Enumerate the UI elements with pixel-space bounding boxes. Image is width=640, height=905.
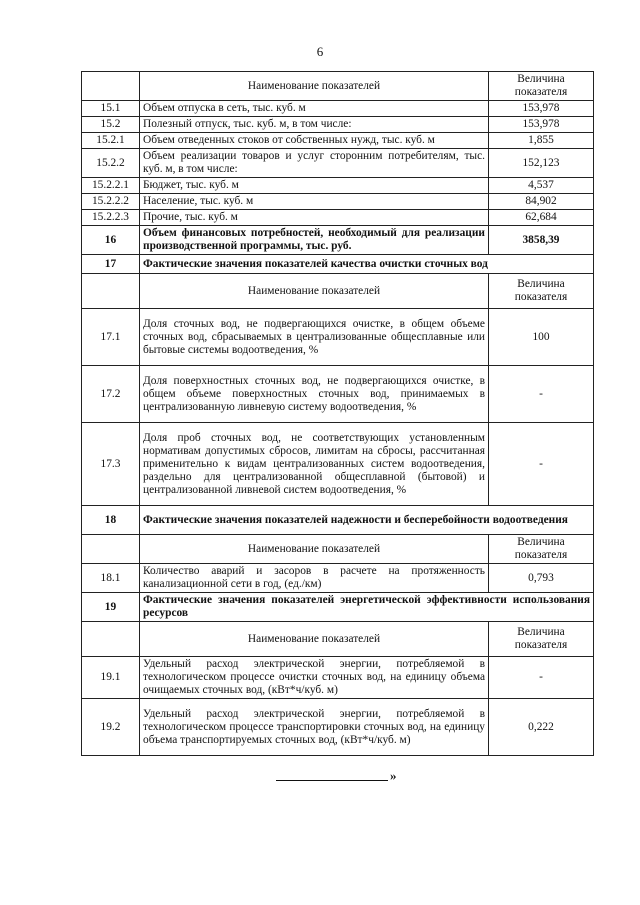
closing-quote: » [390,768,397,783]
row-text: Удельный расход электрической энергии, потребляемой в технологическом процессе очистки сточных вод, на единицу объема очищаемых сточных вод, (кВт*ч/куб. м) [140,657,489,699]
table-header-row [82,622,594,657]
header-empty-cell [82,72,140,101]
row-text: Объем отпуска в сеть, тыс. куб. м [140,101,489,117]
section-title: Фактические значения показателей энергетической эффективности использования ресурсов [140,593,594,622]
section-row [82,506,594,535]
row-text: Объем отведенных стоков от собственных нужд, тыс. куб. м [140,133,489,149]
table-row [82,564,594,593]
row-text: Количество аварий и засоров в расчете на протяженность канализационной сети в год, (ед./км) [140,564,489,593]
row-number: 17.3 [82,423,140,506]
table-row [82,226,594,255]
row-number: 19.1 [82,657,140,699]
table-row [82,657,594,699]
header-name-cell: Наименование показателей [140,274,489,309]
table-row [82,194,594,210]
row-value: 153,978 [489,117,594,133]
row-value: 4,537 [489,178,594,194]
section-row [82,255,594,274]
row-text: Доля сточных вод, не подвергающихся очистке, в общем объеме сточных вод, сбрасываемых в централизованные общесплавные или бытовые системы водоотведения, % [140,309,489,366]
section-title: Фактические значения показателей надежности и бесперебойности водоотведения [140,506,594,535]
row-number: 17.1 [82,309,140,366]
section-title: Фактические значения показателей качества очистки сточных вод [140,255,594,274]
section-number: 17 [82,255,140,274]
indicators-table [81,71,594,756]
row-value: - [489,366,594,423]
row-value: 62,684 [489,210,594,226]
row-text: Население, тыс. куб. м [140,194,489,210]
table-row [82,117,594,133]
row-text: Полезный отпуск, тыс. куб. м, в том числе: [140,117,489,133]
table-header-row [82,274,594,309]
header-value-cell: Величина показателя [489,535,594,564]
table-row [82,309,594,366]
header-empty-cell [82,535,140,564]
row-text: Удельный расход электрической энергии, потребляемой в технологическом процессе транспортировки сточных вод, на единицу объема транспортируемых сточных вод, (кВт*ч/куб. м) [140,699,489,756]
row-text: Прочие, тыс. куб. м [140,210,489,226]
row-value: 3858,39 [489,226,594,255]
table-row [82,699,594,756]
header-value-cell: Величина показателя [489,622,594,657]
header-empty-cell [82,622,140,657]
table-header-row [82,535,594,564]
section-number: 18 [82,506,140,535]
section-number: 19 [82,593,140,622]
row-number: 15.2 [82,117,140,133]
table-row [82,101,594,117]
row-number: 17.2 [82,366,140,423]
row-text: Доля проб сточных вод, не соответствующих установленным нормативам допустимых сбросов, лимитам на сбросы, рассчитанная применительно к видам централизованных систем водоотведения, раздельно для централизованной общесплавной (бытовой) и централизованной ливневой систем водоотведения, % [140,423,489,506]
table-row [82,210,594,226]
row-number: 15.2.2.2 [82,194,140,210]
table-row [82,423,594,506]
header-value-cell: Величина показателя [489,274,594,309]
row-value: 0,222 [489,699,594,756]
row-value: - [489,423,594,506]
page-number: 6 [316,44,324,59]
section-row [82,593,594,622]
header-empty-cell [82,274,140,309]
row-number: 15.2.2.3 [82,210,140,226]
signature-line [276,770,388,781]
row-value: 1,855 [489,133,594,149]
table-row [82,366,594,423]
row-number: 18.1 [82,564,140,593]
row-text: Объем финансовых потребностей, необходимый для реализации производственной программы, тыс. руб. [140,226,489,255]
table-header-row [82,72,594,101]
row-number: 19.2 [82,699,140,756]
row-number: 15.2.2 [82,149,140,178]
row-text: Бюджет, тыс. куб. м [140,178,489,194]
row-value: - [489,657,594,699]
header-name-cell: Наименование показателей [140,72,489,101]
table-row [82,149,594,178]
table-row [82,133,594,149]
table-row [82,178,594,194]
row-number: 15.2.1 [82,133,140,149]
row-value: 152,123 [489,149,594,178]
header-value-cell: Величина показателя [489,72,594,101]
row-number: 16 [82,226,140,255]
row-value: 153,978 [489,101,594,117]
row-value: 0,793 [489,564,594,593]
row-text: Объем реализации товаров и услуг сторонним потребителям, тыс. куб. м, в том числе: [140,149,489,178]
row-value: 84,902 [489,194,594,210]
header-name-cell: Наименование показателей [140,535,489,564]
row-number: 15.2.2.1 [82,178,140,194]
row-value: 100 [489,309,594,366]
header-name-cell: Наименование показателей [140,622,489,657]
row-number: 15.1 [82,101,140,117]
row-text: Доля поверхностных сточных вод, не подвергающихся очистке, в общем объеме поверхностных сточных вод, принимаемых в централизованную ливневую систему водоотведения, % [140,366,489,423]
